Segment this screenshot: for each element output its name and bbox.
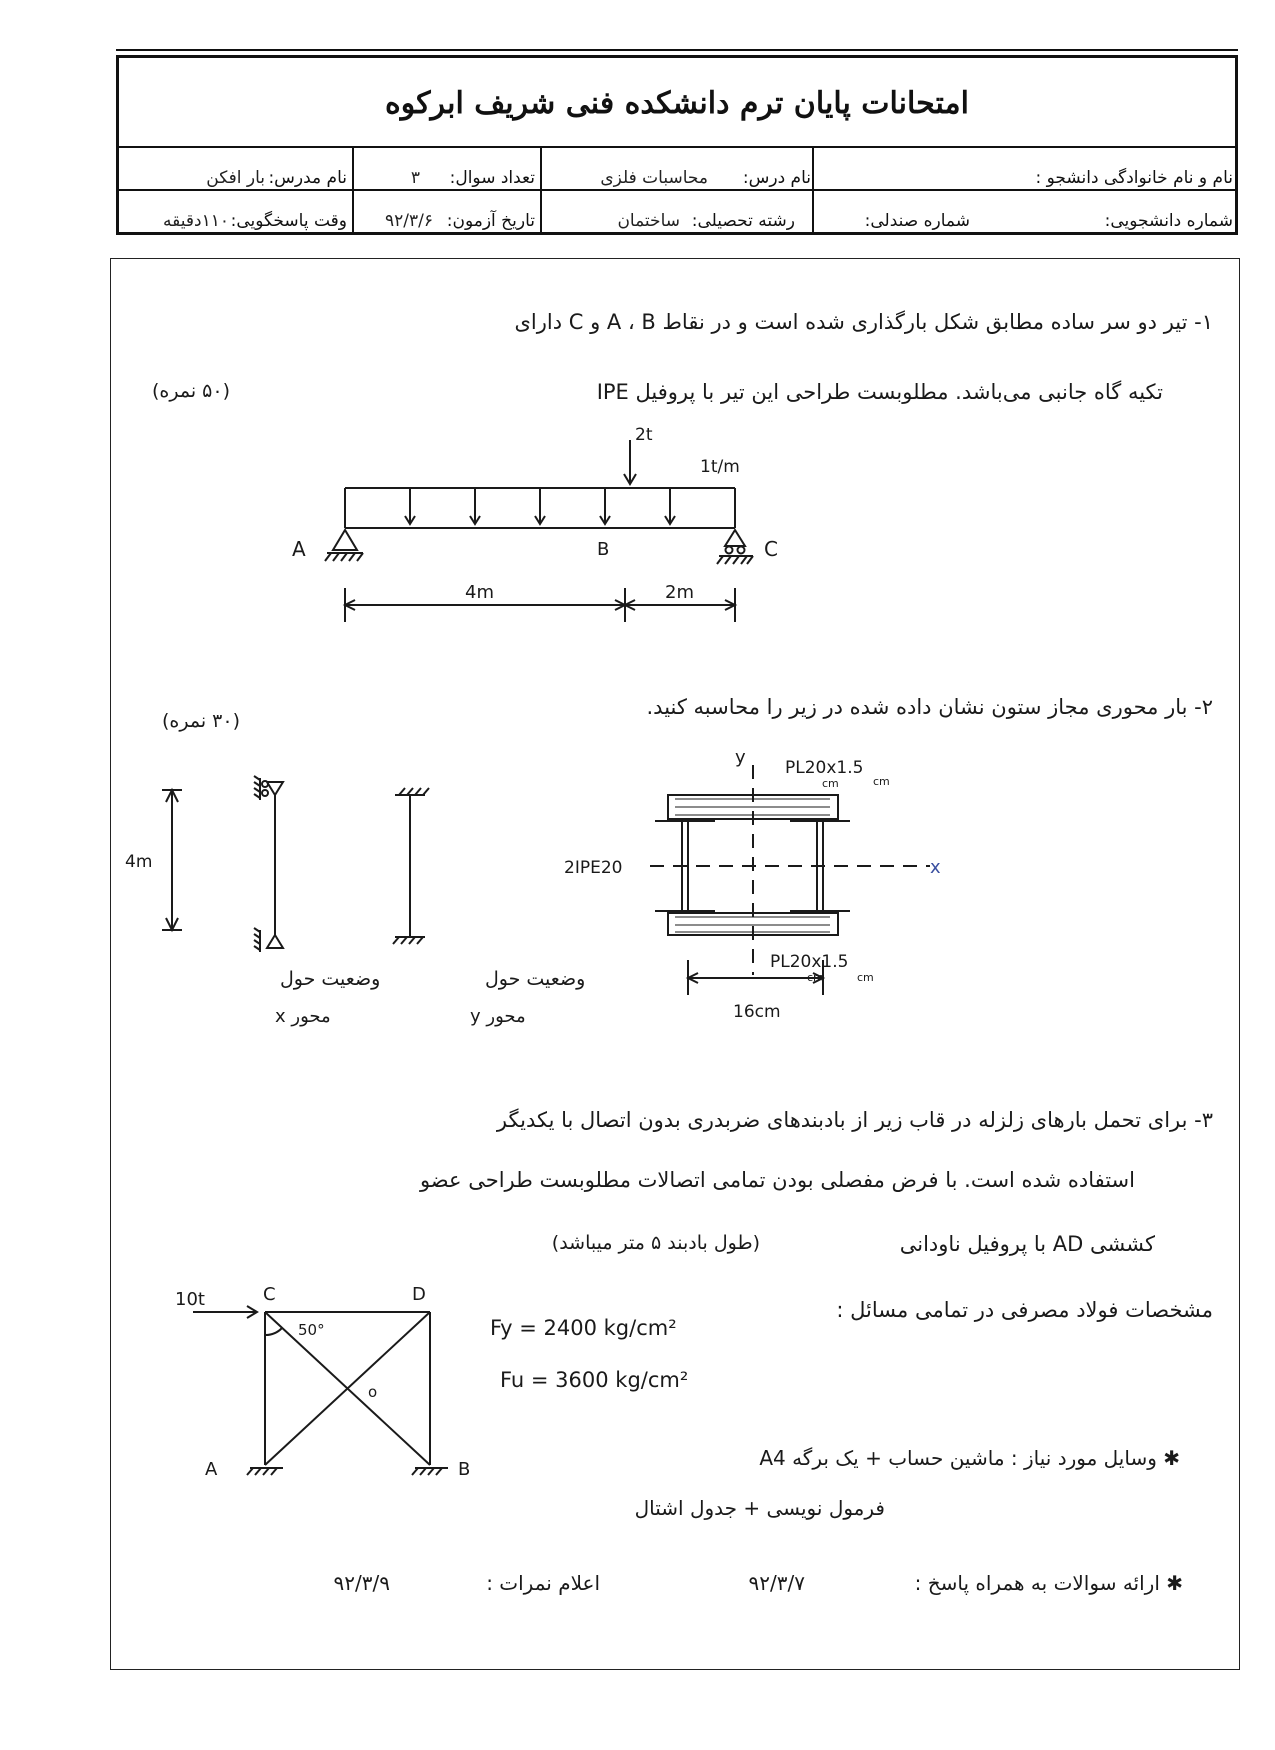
q2-plate-bottom-unit1: cm <box>807 971 824 984</box>
steel-properties-label: مشخصات فولاد مصرفی در تمامی مسائل : <box>836 1298 1213 1322</box>
header-column-divider <box>540 146 542 235</box>
q2-plate-top-unit1: cm <box>822 777 839 790</box>
exam-date-label: تاریخ آزمون: <box>446 211 535 231</box>
header-top-rule <box>116 49 1238 51</box>
q2-score: (۳۰ نمره) <box>162 710 241 732</box>
major-value: ساختمان <box>617 211 680 231</box>
answer-time-label: وقت پاسخگویی: <box>230 211 347 231</box>
question-count-value: ۳ <box>410 168 420 188</box>
q2-section-label: 2IPE20 <box>564 858 623 878</box>
instructor-value: بار افکن <box>206 168 265 188</box>
major-label: رشته تحصیلی: <box>691 211 795 231</box>
deliver-answers-label: ✱ ارائه سوالات به همراه پاسخ : <box>914 1571 1183 1595</box>
q2-column-diagrams <box>120 760 586 1040</box>
grades-announce-date: ۹۲/۳/۹ <box>333 1571 390 1595</box>
q1-support-c-label: C <box>764 537 778 561</box>
q3-node-c-label: C <box>263 1284 276 1305</box>
tools-line2: فرمول نویسی + جدول اشتال <box>634 1496 885 1520</box>
q1-distributed-load-label: 1t/m <box>700 457 740 477</box>
q1-span-bc-label: 2m <box>665 582 694 603</box>
q3-length-note: (طول بادبند ۵ متر میباشد) <box>551 1232 760 1254</box>
q2-plate-bottom-label: PL20x1.5 <box>770 952 849 972</box>
q2-line1: ۲- بار محوری مجاز ستون نشان داده شده در زیر را محاسبه کنید. <box>646 695 1213 719</box>
q2-axis-y-label: y <box>735 747 746 768</box>
q2-plate-top-unit2: cm <box>873 775 890 788</box>
header-divider <box>116 146 1238 148</box>
q2-caption-x-line2: محور x <box>275 1006 331 1027</box>
q3-line3: کششی AD با پروفیل ناودانی <box>899 1232 1155 1256</box>
course-name-label: نام درس: <box>742 168 811 188</box>
q2-caption-x-line1: وضعیت حول <box>280 968 381 990</box>
tools-line1: ✱ وسایل مورد نیاز : ماشین حساب + یک برگه A4 <box>759 1446 1180 1470</box>
q2-height-label: 4m <box>125 852 153 872</box>
seat-number-label: شماره صندلی: <box>864 211 970 231</box>
q1-line2: تکیه گاه جانبی می‌باشد. مطلوبست طراحی این تیر با پروفیل IPE <box>596 380 1163 404</box>
q2-width-label: 16cm <box>733 1002 781 1022</box>
course-name-value: محاسبات فلزی <box>600 168 708 188</box>
q3-line2: استفاده شده است. با فرض مفصلی بودن تمامی اتصالات مطلوبست طراحی عضو <box>419 1168 1135 1192</box>
q2-axis-x-label: x <box>930 857 941 878</box>
q2-caption-y-line2: محور y <box>470 1006 526 1027</box>
q3-line1: ۳- برای تحمل بارهای زلزله در قاب زیر از بادبندهای ضربدری بدون اتصال با یکدیگر <box>496 1108 1213 1132</box>
header-column-divider <box>352 146 354 235</box>
q1-point-load-label: 2t <box>635 425 653 445</box>
student-id-label: شماره دانشجویی: <box>1104 211 1233 231</box>
exam-title: امتحانات پایان ترم دانشکده فنی شریف ابرکوه <box>385 85 969 121</box>
q1-score: (۵۰ نمره) <box>152 380 231 402</box>
exam-date-value: ۹۲/۳/۶ <box>385 211 433 231</box>
q1-span-ab-label: 4m <box>465 582 494 603</box>
q1-support-a-label: A <box>292 537 306 561</box>
deliver-answers-date: ۹۲/۳/۷ <box>748 1571 805 1595</box>
q1-point-b-label: B <box>597 539 610 560</box>
header-divider <box>116 189 1238 191</box>
student-name-label: نام و نام خانوادگی دانشجو : <box>1035 168 1233 188</box>
steel-fy-value: Fy = 2400 kg/cm² <box>490 1316 677 1340</box>
header-column-divider <box>812 146 814 235</box>
q2-section-diagram <box>560 735 990 1030</box>
question-count-label: تعداد سوال: <box>449 168 535 188</box>
q2-plate-top-label: PL20x1.5 <box>785 758 864 778</box>
q1-line1: ۱- تیر دو سر ساده مطابق شکل بارگذاری شده است و در نقاط A ، B و C دارای <box>514 310 1213 334</box>
grades-announce-label: اعلام نمرات : <box>486 1571 600 1595</box>
q1-beam-diagram <box>280 420 800 630</box>
q3-angle-label: 50° <box>298 1321 325 1339</box>
q3-node-d-label: D <box>412 1284 426 1305</box>
q2-caption-y-line1: وضعیت حول <box>485 968 586 990</box>
q2-plate-bottom-unit2: cm <box>857 971 874 984</box>
q3-node-o-label: o <box>368 1383 378 1401</box>
q3-frame-diagram <box>165 1275 505 1490</box>
answer-time-value: ۱۱۰دقیقه <box>163 211 229 231</box>
q3-node-b-label: B <box>458 1459 471 1480</box>
q3-node-a-label: A <box>205 1459 218 1480</box>
steel-fu-value: Fu = 3600 kg/cm² <box>500 1368 689 1392</box>
instructor-label: نام مدرس: <box>268 168 347 188</box>
q3-load-label: 10t <box>175 1289 205 1310</box>
